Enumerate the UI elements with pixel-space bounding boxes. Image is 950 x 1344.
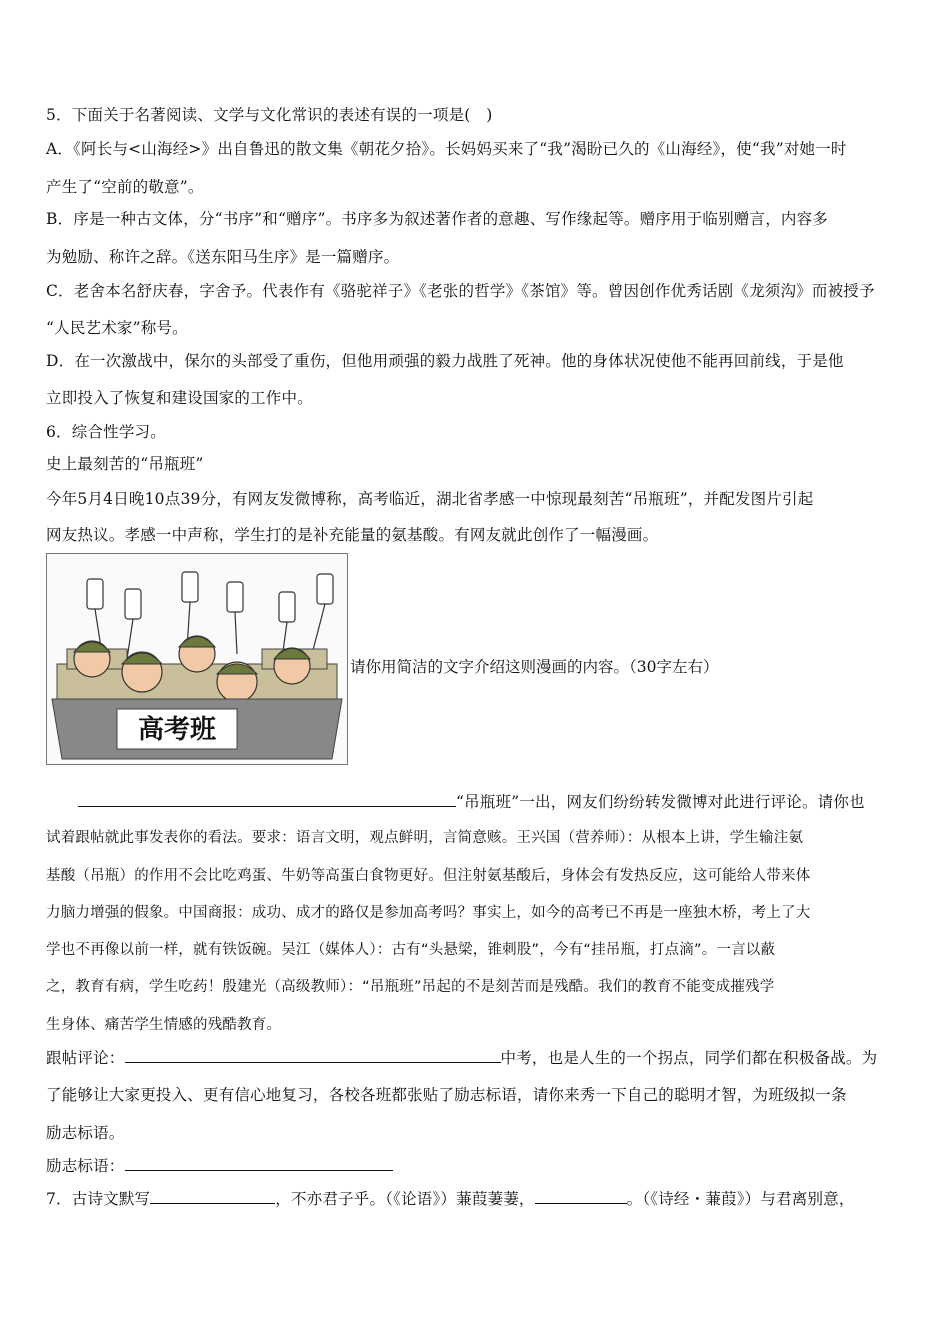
slogan-blank[interactable] — [125, 1154, 393, 1171]
quotes-line1: 试着跟帖就此事发表你的看法。要求：语言文明，观点鲜明，言简意赅。王兴国（营养师）：从根本上讲，学生输注氨 — [46, 830, 804, 846]
quotes-line5: 之，教育有病，学生吃药！殷建光（高级教师）：“吊瓶班”吊起的不是刻苦而是残酷。我们的教育不能变成摧残学 — [46, 979, 775, 995]
slogan-intro-line2: 励志标语。 — [46, 1124, 125, 1142]
comment-after: 中考，也是人生的一个拐点，同学们都在积极备战。为 — [500, 1049, 878, 1067]
quotes-line2: 基酸（吊瓶）的作用不会比吃鸡蛋、牛奶等高蛋白食物更好。但注射氨基酸后，身体会有发热反应，这可能给人带来体 — [46, 868, 811, 884]
q5-option-a-line1: A．《阿长与<山海经>》出自鲁迅的散文集《朝花夕拾》。长妈妈买来了“我”渴盼已久的《山海经》，使“我”对她一时 — [46, 140, 847, 158]
quotes-line6: 生身体、痛苦学生情感的残酷教育。 — [46, 1017, 282, 1033]
q6-paragraph-line1: 今年5月4日晚10点39分，有网友发微博称，高考临近，湖北省孝感一中惊现最刻苦“吊瓶班”，并配发图片引起 — [46, 490, 814, 508]
q7-line — [46, 1187, 855, 1209]
slogan-intro-line1: 了能够让大家更投入、更有信心地复习，各校各班都张贴了励志标语，请你来秀一下自己的聪明才智，为班级拟一条 — [46, 1086, 847, 1104]
after-blank-text: “吊瓶班”一出，网友们纷纷转发微博对此进行评论。请你也 — [456, 793, 865, 811]
q5-option-b-line1: B．序是一种古文体，分“书序”和“赠序”。书序多为叙述著作者的意趣、写作缘起等。赠序用于临别赠言，内容多 — [46, 210, 828, 228]
quotes-line3: 力脑力增强的假象。中国商报：成功、成才的路仅是参加高考吗？事实上，如今的高考已不再是一座独木桥，考上了大 — [46, 905, 811, 921]
slogan-line — [46, 1154, 393, 1176]
comic-label: 高考班 — [137, 715, 217, 745]
q5-option-d-line2: 立即投入了恢复和建设国家的工作中。 — [46, 389, 313, 407]
q6-paragraph-line2: 网友热议。孝感一中声称，学生打的是补充能量的氨基酸。有网友就此创作了一幅漫画。 — [46, 526, 659, 544]
quotes-line4: 学也不再像以前一样，就有铁饭碗。吴江（媒体人）：古有“头悬梁，锥刺股”，今有“挂吊瓶，打点滴”。一言以蔽 — [46, 942, 776, 958]
q7-blank1[interactable] — [150, 1187, 275, 1204]
q6-title: 史上最刻苦的“吊瓶班” — [46, 455, 204, 473]
comic-prompt: 请你用简洁的文字介绍这则漫画的内容。（30字左右） — [350, 658, 719, 676]
q5-option-d-line1: D．在一次激战中，保尔的头部受了重伤，但他用顽强的毅力战胜了死神。他的身体状况使他不能再回前线，于是他 — [46, 352, 844, 370]
q7-blank2[interactable] — [535, 1187, 627, 1204]
q5-option-c-line1: C．老舍本名舒庆春，字舍予。代表作有《骆驼祥子》《老张的哲学》《茶馆》等。曾因创作优秀话剧《龙须沟》而被授予 — [46, 282, 875, 300]
q5-stem: 5．下面关于名著阅读、文学与文化常识的表述有误的一项是( ) — [46, 106, 493, 124]
comic-image — [46, 553, 348, 765]
q7-part1: 7．古诗文默写 — [46, 1190, 151, 1208]
q7-part2: ，不亦君子乎。（《论语》）蒹葭萋萋， — [275, 1190, 535, 1208]
comment-line — [46, 1046, 877, 1068]
comment-blank[interactable] — [125, 1046, 501, 1063]
q5-option-b-line2: 为勉励、称许之辞。《送东阳马生序》是一篇赠序。 — [46, 248, 400, 266]
q5-option-a-line2: 产生了“空前的敬意”。 — [46, 178, 204, 196]
comic-drawing — [47, 554, 347, 764]
answer-blank[interactable] — [78, 790, 456, 807]
comment-label: 跟帖评论： — [46, 1049, 125, 1067]
q5-option-c-line2: “人民艺术家”称号。 — [46, 319, 188, 337]
q7-part3: 。（《诗经・蒹葭》）与君离别意， — [626, 1190, 855, 1208]
answer-line-1 — [78, 790, 865, 812]
q6-stem: 6．综合性学习。 — [46, 423, 166, 441]
slogan-label: 励志标语： — [46, 1157, 125, 1175]
